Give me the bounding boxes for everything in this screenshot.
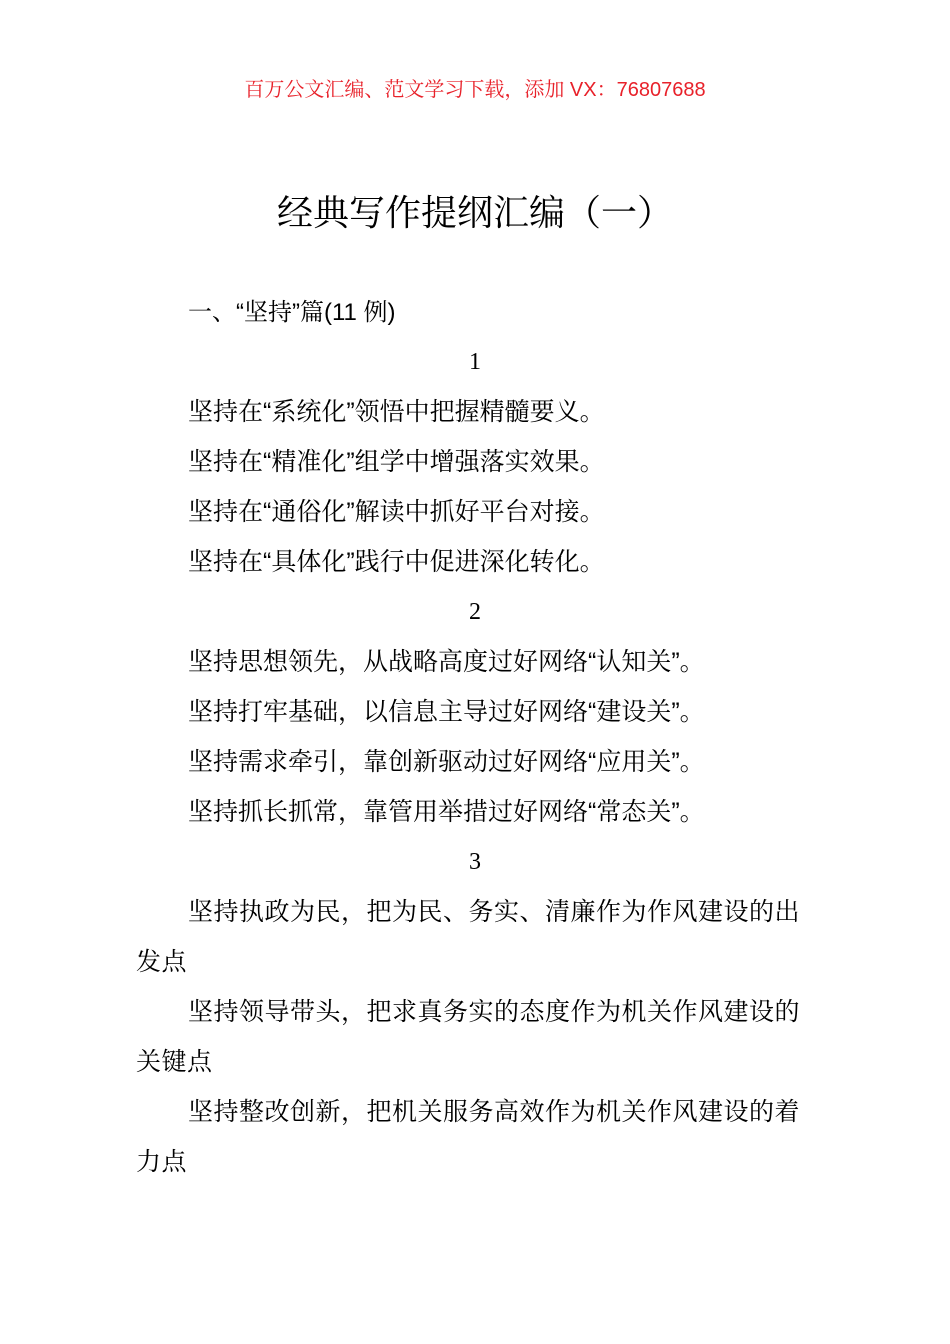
outline-line: 坚持抓长抓常，靠管用举措过好网络“常态关”。 [188,798,705,826]
outline-paragraph: 坚持领导带头，把求真务实的态度作为机关作风建设的关键点 [136,998,801,1076]
outline-paragraph: 坚持整改创新，把机关服务高效作为机关作风建设的着力点 [136,1098,801,1176]
outline-line: 坚持在“系统化”领悟中把握精髓要义。 [188,398,605,426]
document-title: 经典写作提纲汇编（一） [276,192,673,233]
group-number: 3 [469,849,481,875]
outline-line: 坚持打牢基础，以信息主导过好网络“建设关”。 [188,698,705,726]
outline-line: 坚持在“精准化”组学中增强落实效果。 [188,448,605,476]
document-body [136,337,816,1187]
outline-line: 坚持思想领先，从战略高度过好网络“认知关”。 [188,648,705,676]
section-heading: 一、“坚持”篇(11 例) [188,299,396,326]
group-number: 1 [469,349,481,375]
watermark-banner: 百万公文汇编、范文学习下载，添加 VX：76807688 [244,79,706,101]
outline-line: 坚持在“具体化”践行中促进深化转化。 [188,548,605,576]
outline-line: 坚持需求牵引，靠创新驱动过好网络“应用关”。 [188,748,705,776]
outline-paragraph: 坚持执政为民，把为民、务实、清廉作为作风建设的出发点 [136,898,801,976]
group-number: 2 [469,599,481,625]
outline-line: 坚持在“通俗化”解读中抓好平台对接。 [188,498,605,526]
